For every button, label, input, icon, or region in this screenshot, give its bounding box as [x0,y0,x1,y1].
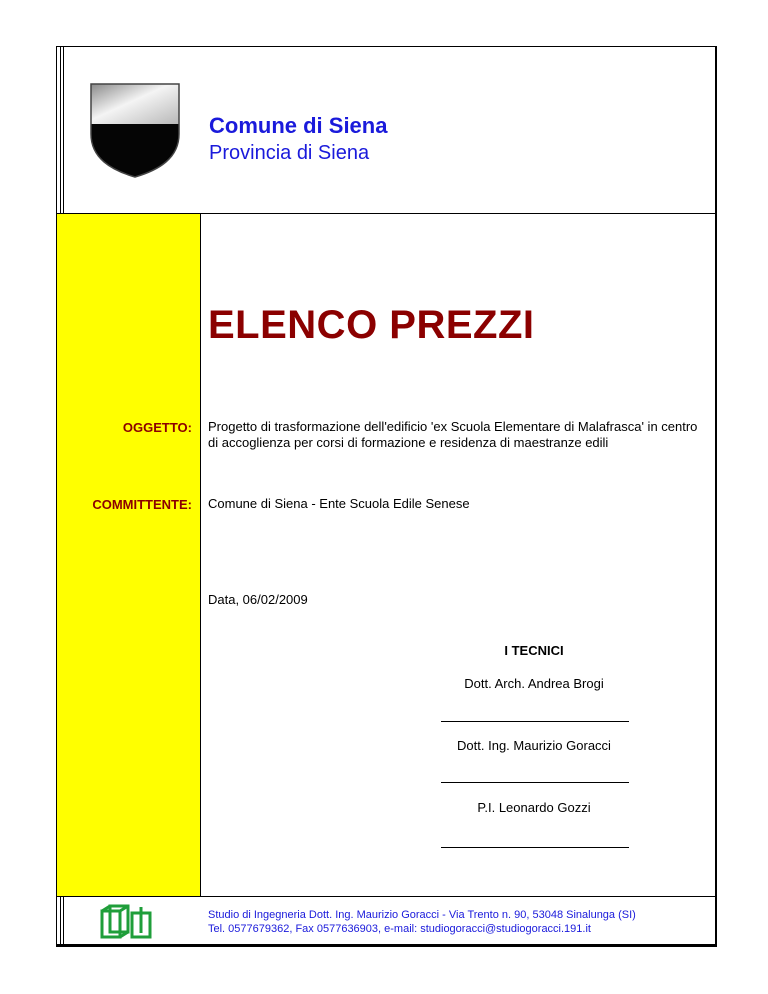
sidebar-yellow [57,214,201,896]
oggetto-label: OGGETTO: [122,420,192,435]
tecnico-name: Dott. Arch. Andrea Brogi [464,676,604,691]
committente-text: Comune di Siena - Ente Scuola Edile Senese [208,496,470,511]
decorative-rule [63,896,64,947]
oggetto-text: Progetto di trasformazione dell'edificio 'ex Scuola Elementare di Malafrasca' in centro di accoglienza per corsi di formazione e residenza di maestranze edili [208,419,698,450]
signature-line [441,721,629,722]
signature-line [441,782,629,783]
municipality-name: Comune di Siena [209,113,388,138]
signature-line [441,847,629,848]
decorative-rule [63,46,64,214]
committente-label: COMMITTENTE: [92,497,192,512]
tecnici-heading: I TECNICI [504,643,564,658]
tecnico-name: P.I. Leonardo Gozzi [477,800,591,815]
decorative-rule [60,46,61,214]
tecnico-name: Dott. Ing. Maurizio Goracci [457,738,611,753]
studio-goracci-logo-icon [98,903,160,941]
footer-separator [56,896,717,897]
decorative-rule [60,896,61,947]
province-name: Provincia di Siena [209,142,370,164]
document-title: ELENCO PREZZI [208,303,535,347]
siena-coat-of-arms-icon [89,82,181,178]
document-date: Data, 06/02/2009 [208,592,308,607]
footer-contacts: Tel. 0577679362, Fax 0577636903, e-mail: studiogoracci@studiogoracci.191.it [208,923,591,935]
footer-studio-address: Studio di Ingegneria Dott. Ing. Maurizio Goracci - Via Trento n. 90, 53048 Sinalunga (SI) [208,909,636,921]
